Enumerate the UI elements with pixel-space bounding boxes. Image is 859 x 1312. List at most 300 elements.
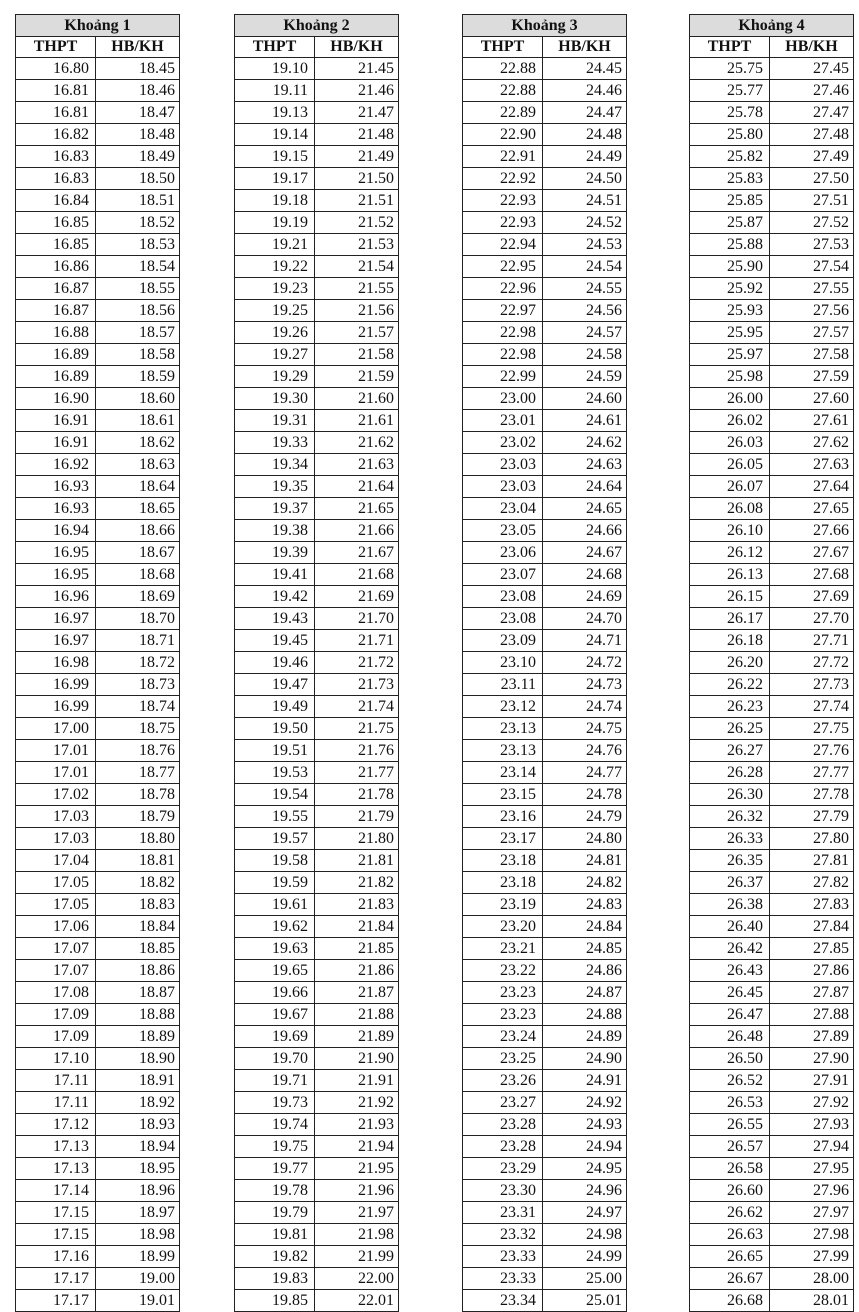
cell-thpt: 19.62 bbox=[235, 916, 315, 938]
cell-thpt: 22.96 bbox=[463, 278, 543, 300]
cell-hb-kh: 18.83 bbox=[96, 894, 180, 916]
table-row bbox=[16, 168, 180, 190]
cell-hb-kh: 18.72 bbox=[96, 652, 180, 674]
cell-hb-kh: 18.94 bbox=[96, 1136, 180, 1158]
table-row bbox=[16, 58, 180, 80]
cell-thpt: 16.91 bbox=[16, 432, 96, 454]
cell-hb-kh: 18.80 bbox=[96, 828, 180, 850]
cell-thpt: 19.83 bbox=[235, 1268, 315, 1290]
table-row bbox=[235, 872, 399, 894]
table-row bbox=[690, 476, 854, 498]
cell-hb-kh: 18.66 bbox=[96, 520, 180, 542]
table-row bbox=[690, 1180, 854, 1202]
table-row bbox=[690, 366, 854, 388]
table-row bbox=[235, 696, 399, 718]
cell-thpt: 17.16 bbox=[16, 1246, 96, 1268]
table-row bbox=[235, 652, 399, 674]
cell-hb-kh: 24.65 bbox=[543, 498, 627, 520]
table-row bbox=[690, 806, 854, 828]
cell-thpt: 19.74 bbox=[235, 1114, 315, 1136]
cell-thpt: 23.08 bbox=[463, 586, 543, 608]
table-row bbox=[235, 762, 399, 784]
cell-hb-kh: 21.50 bbox=[315, 168, 399, 190]
table-row bbox=[463, 1136, 627, 1158]
cell-thpt: 25.97 bbox=[690, 344, 770, 366]
table-row bbox=[16, 256, 180, 278]
cell-thpt: 16.81 bbox=[16, 102, 96, 124]
table-row bbox=[16, 652, 180, 674]
table-row bbox=[690, 828, 854, 850]
table-row bbox=[235, 1224, 399, 1246]
cell-thpt: 19.78 bbox=[235, 1180, 315, 1202]
cell-hb-kh: 21.95 bbox=[315, 1158, 399, 1180]
cell-thpt: 25.82 bbox=[690, 146, 770, 168]
cell-thpt: 19.59 bbox=[235, 872, 315, 894]
cell-hb-kh: 21.46 bbox=[315, 80, 399, 102]
cell-hb-kh: 21.49 bbox=[315, 146, 399, 168]
cell-thpt: 19.13 bbox=[235, 102, 315, 124]
cell-thpt: 17.06 bbox=[16, 916, 96, 938]
cell-hb-kh: 21.48 bbox=[315, 124, 399, 146]
cell-thpt: 23.06 bbox=[463, 542, 543, 564]
cell-thpt: 19.15 bbox=[235, 146, 315, 168]
cell-hb-kh: 21.82 bbox=[315, 872, 399, 894]
cell-hb-kh: 18.88 bbox=[96, 1004, 180, 1026]
table-row bbox=[16, 454, 180, 476]
cell-hb-kh: 24.96 bbox=[543, 1180, 627, 1202]
cell-hb-kh: 21.99 bbox=[315, 1246, 399, 1268]
table-row bbox=[690, 564, 854, 586]
cell-hb-kh: 24.60 bbox=[543, 388, 627, 410]
cell-thpt: 26.03 bbox=[690, 432, 770, 454]
table-row bbox=[16, 278, 180, 300]
cell-hb-kh: 27.91 bbox=[770, 1070, 854, 1092]
table-row bbox=[16, 80, 180, 102]
cell-hb-kh: 21.86 bbox=[315, 960, 399, 982]
cell-thpt: 23.14 bbox=[463, 762, 543, 784]
table-body bbox=[690, 58, 854, 1312]
cell-thpt: 23.12 bbox=[463, 696, 543, 718]
cell-hb-kh: 24.49 bbox=[543, 146, 627, 168]
cell-thpt: 26.35 bbox=[690, 850, 770, 872]
table-row bbox=[235, 498, 399, 520]
cell-hb-kh: 24.66 bbox=[543, 520, 627, 542]
cell-thpt: 22.89 bbox=[463, 102, 543, 124]
table-row bbox=[463, 850, 627, 872]
table-row bbox=[463, 58, 627, 80]
table-row bbox=[463, 410, 627, 432]
table-row bbox=[463, 124, 627, 146]
cell-hb-kh: 18.63 bbox=[96, 454, 180, 476]
cell-hb-kh: 18.73 bbox=[96, 674, 180, 696]
cell-hb-kh: 24.74 bbox=[543, 696, 627, 718]
table-row bbox=[690, 740, 854, 762]
table-row bbox=[235, 894, 399, 916]
table-row bbox=[690, 80, 854, 102]
cell-hb-kh: 18.56 bbox=[96, 300, 180, 322]
cell-hb-kh: 18.69 bbox=[96, 586, 180, 608]
cell-hb-kh: 18.53 bbox=[96, 234, 180, 256]
cell-thpt: 16.84 bbox=[16, 190, 96, 212]
table-row bbox=[690, 234, 854, 256]
cell-thpt: 16.89 bbox=[16, 366, 96, 388]
table-row bbox=[690, 542, 854, 564]
cell-thpt: 16.90 bbox=[16, 388, 96, 410]
table-row bbox=[235, 80, 399, 102]
table-row bbox=[690, 212, 854, 234]
cell-hb-kh: 18.96 bbox=[96, 1180, 180, 1202]
column-header-hb-kh: HB/KH bbox=[96, 37, 180, 58]
cell-hb-kh: 24.90 bbox=[543, 1048, 627, 1070]
cell-hb-kh: 18.84 bbox=[96, 916, 180, 938]
table-row bbox=[690, 674, 854, 696]
table-row bbox=[463, 256, 627, 278]
cell-thpt: 22.92 bbox=[463, 168, 543, 190]
cell-thpt: 26.48 bbox=[690, 1026, 770, 1048]
table-row bbox=[463, 388, 627, 410]
table-row bbox=[463, 1268, 627, 1290]
cell-hb-kh: 24.45 bbox=[543, 58, 627, 80]
table-row bbox=[690, 124, 854, 146]
cell-thpt: 26.42 bbox=[690, 938, 770, 960]
cell-thpt: 26.18 bbox=[690, 630, 770, 652]
cell-hb-kh: 24.47 bbox=[543, 102, 627, 124]
cell-hb-kh: 18.74 bbox=[96, 696, 180, 718]
cell-thpt: 26.55 bbox=[690, 1114, 770, 1136]
cell-hb-kh: 24.58 bbox=[543, 344, 627, 366]
table-row bbox=[463, 982, 627, 1004]
cell-thpt: 23.17 bbox=[463, 828, 543, 850]
table-row bbox=[690, 982, 854, 1004]
cell-thpt: 19.67 bbox=[235, 1004, 315, 1026]
table-row bbox=[463, 696, 627, 718]
cell-thpt: 19.49 bbox=[235, 696, 315, 718]
cell-hb-kh: 18.49 bbox=[96, 146, 180, 168]
cell-hb-kh: 21.93 bbox=[315, 1114, 399, 1136]
cell-thpt: 22.93 bbox=[463, 190, 543, 212]
cell-thpt: 17.01 bbox=[16, 740, 96, 762]
cell-thpt: 26.12 bbox=[690, 542, 770, 564]
table-row bbox=[463, 1290, 627, 1312]
table-row bbox=[463, 366, 627, 388]
cell-hb-kh: 21.80 bbox=[315, 828, 399, 850]
table-row bbox=[690, 322, 854, 344]
cell-hb-kh: 27.62 bbox=[770, 432, 854, 454]
cell-hb-kh: 21.62 bbox=[315, 432, 399, 454]
cell-hb-kh: 27.59 bbox=[770, 366, 854, 388]
cell-hb-kh: 24.87 bbox=[543, 982, 627, 1004]
cell-hb-kh: 24.86 bbox=[543, 960, 627, 982]
table-row bbox=[690, 1224, 854, 1246]
cell-hb-kh: 21.54 bbox=[315, 256, 399, 278]
cell-hb-kh: 24.79 bbox=[543, 806, 627, 828]
table-row bbox=[463, 344, 627, 366]
table-row bbox=[463, 960, 627, 982]
table-row bbox=[235, 982, 399, 1004]
cell-hb-kh: 27.97 bbox=[770, 1202, 854, 1224]
cell-hb-kh: 27.77 bbox=[770, 762, 854, 784]
cell-thpt: 19.71 bbox=[235, 1070, 315, 1092]
table-row bbox=[16, 630, 180, 652]
cell-hb-kh: 24.70 bbox=[543, 608, 627, 630]
cell-thpt: 16.80 bbox=[16, 58, 96, 80]
column-header-thpt: THPT bbox=[690, 37, 770, 58]
cell-hb-kh: 24.48 bbox=[543, 124, 627, 146]
table-title: Khoảng 4 bbox=[690, 15, 854, 37]
table-row bbox=[16, 212, 180, 234]
cell-thpt: 23.30 bbox=[463, 1180, 543, 1202]
table-row bbox=[690, 696, 854, 718]
table-row bbox=[690, 1136, 854, 1158]
table-row bbox=[235, 234, 399, 256]
table-row bbox=[235, 1202, 399, 1224]
cell-thpt: 26.23 bbox=[690, 696, 770, 718]
cell-hb-kh: 27.98 bbox=[770, 1224, 854, 1246]
table-row bbox=[463, 586, 627, 608]
cell-thpt: 17.17 bbox=[16, 1268, 96, 1290]
table-row bbox=[690, 102, 854, 124]
cell-thpt: 25.87 bbox=[690, 212, 770, 234]
table-row bbox=[16, 806, 180, 828]
table-row bbox=[463, 322, 627, 344]
cell-hb-kh: 24.50 bbox=[543, 168, 627, 190]
cell-thpt: 16.97 bbox=[16, 608, 96, 630]
cell-thpt: 19.63 bbox=[235, 938, 315, 960]
cell-thpt: 16.93 bbox=[16, 476, 96, 498]
cell-thpt: 19.10 bbox=[235, 58, 315, 80]
cell-thpt: 23.03 bbox=[463, 454, 543, 476]
cell-hb-kh: 24.54 bbox=[543, 256, 627, 278]
table-row bbox=[235, 740, 399, 762]
cell-hb-kh: 24.67 bbox=[543, 542, 627, 564]
cell-thpt: 22.98 bbox=[463, 322, 543, 344]
cell-hb-kh: 27.68 bbox=[770, 564, 854, 586]
cell-thpt: 16.95 bbox=[16, 542, 96, 564]
cell-hb-kh: 18.93 bbox=[96, 1114, 180, 1136]
cell-hb-kh: 27.88 bbox=[770, 1004, 854, 1026]
cell-hb-kh: 24.57 bbox=[543, 322, 627, 344]
table-row bbox=[690, 894, 854, 916]
cell-hb-kh: 24.72 bbox=[543, 652, 627, 674]
table-body bbox=[463, 58, 627, 1312]
cell-hb-kh: 24.63 bbox=[543, 454, 627, 476]
table-row bbox=[235, 1290, 399, 1312]
cell-thpt: 17.17 bbox=[16, 1290, 96, 1312]
cell-thpt: 26.22 bbox=[690, 674, 770, 696]
table-row bbox=[16, 1136, 180, 1158]
cell-hb-kh: 18.65 bbox=[96, 498, 180, 520]
table-row bbox=[690, 608, 854, 630]
table-row bbox=[16, 1224, 180, 1246]
cell-hb-kh: 21.97 bbox=[315, 1202, 399, 1224]
cell-thpt: 23.25 bbox=[463, 1048, 543, 1070]
cell-hb-kh: 27.61 bbox=[770, 410, 854, 432]
table-title: Khoảng 2 bbox=[235, 15, 399, 37]
table-row bbox=[235, 938, 399, 960]
cell-hb-kh: 21.47 bbox=[315, 102, 399, 124]
table-row bbox=[16, 938, 180, 960]
table-row bbox=[235, 344, 399, 366]
cell-hb-kh: 19.00 bbox=[96, 1268, 180, 1290]
cell-thpt: 19.51 bbox=[235, 740, 315, 762]
cell-thpt: 22.99 bbox=[463, 366, 543, 388]
cell-hb-kh: 21.84 bbox=[315, 916, 399, 938]
cell-thpt: 26.47 bbox=[690, 1004, 770, 1026]
cell-hb-kh: 21.69 bbox=[315, 586, 399, 608]
cell-hb-kh: 27.50 bbox=[770, 168, 854, 190]
table-body bbox=[16, 58, 180, 1312]
cell-hb-kh: 21.90 bbox=[315, 1048, 399, 1070]
cell-thpt: 19.23 bbox=[235, 278, 315, 300]
cell-thpt: 26.30 bbox=[690, 784, 770, 806]
cell-thpt: 17.15 bbox=[16, 1202, 96, 1224]
cell-hb-kh: 21.57 bbox=[315, 322, 399, 344]
cell-hb-kh: 24.51 bbox=[543, 190, 627, 212]
cell-hb-kh: 24.94 bbox=[543, 1136, 627, 1158]
table-row bbox=[235, 520, 399, 542]
table-row bbox=[235, 784, 399, 806]
cell-thpt: 19.25 bbox=[235, 300, 315, 322]
cell-hb-kh: 27.87 bbox=[770, 982, 854, 1004]
cell-hb-kh: 24.95 bbox=[543, 1158, 627, 1180]
cell-hb-kh: 24.56 bbox=[543, 300, 627, 322]
cell-thpt: 23.33 bbox=[463, 1246, 543, 1268]
cell-thpt: 26.38 bbox=[690, 894, 770, 916]
table-title: Khoảng 1 bbox=[16, 15, 180, 37]
cell-hb-kh: 27.49 bbox=[770, 146, 854, 168]
cell-thpt: 17.03 bbox=[16, 828, 96, 850]
table-row bbox=[463, 1092, 627, 1114]
cell-hb-kh: 27.71 bbox=[770, 630, 854, 652]
cell-hb-kh: 18.58 bbox=[96, 344, 180, 366]
cell-thpt: 23.27 bbox=[463, 1092, 543, 1114]
cell-thpt: 19.58 bbox=[235, 850, 315, 872]
cell-hb-kh: 27.70 bbox=[770, 608, 854, 630]
cell-thpt: 23.18 bbox=[463, 850, 543, 872]
cell-thpt: 19.38 bbox=[235, 520, 315, 542]
cell-thpt: 23.04 bbox=[463, 498, 543, 520]
table-row bbox=[16, 850, 180, 872]
cell-thpt: 23.15 bbox=[463, 784, 543, 806]
table-row bbox=[16, 366, 180, 388]
cell-hb-kh: 27.63 bbox=[770, 454, 854, 476]
table-row bbox=[690, 278, 854, 300]
table-row bbox=[690, 784, 854, 806]
cell-hb-kh: 27.66 bbox=[770, 520, 854, 542]
cell-thpt: 25.75 bbox=[690, 58, 770, 80]
table-row bbox=[235, 630, 399, 652]
table-row bbox=[690, 1092, 854, 1114]
table-row bbox=[463, 806, 627, 828]
table-row bbox=[690, 762, 854, 784]
table-row bbox=[690, 498, 854, 520]
cell-thpt: 26.07 bbox=[690, 476, 770, 498]
table-row bbox=[463, 1048, 627, 1070]
cell-thpt: 26.15 bbox=[690, 586, 770, 608]
cell-hb-kh: 18.89 bbox=[96, 1026, 180, 1048]
table-row bbox=[463, 718, 627, 740]
table-row bbox=[16, 520, 180, 542]
cell-hb-kh: 18.90 bbox=[96, 1048, 180, 1070]
cell-thpt: 26.25 bbox=[690, 718, 770, 740]
cell-hb-kh: 18.82 bbox=[96, 872, 180, 894]
cell-hb-kh: 18.62 bbox=[96, 432, 180, 454]
table-row bbox=[235, 1004, 399, 1026]
cell-thpt: 19.21 bbox=[235, 234, 315, 256]
cell-hb-kh: 27.99 bbox=[770, 1246, 854, 1268]
cell-thpt: 23.19 bbox=[463, 894, 543, 916]
column-header-thpt: THPT bbox=[235, 37, 315, 58]
cell-thpt: 26.10 bbox=[690, 520, 770, 542]
cell-hb-kh: 21.71 bbox=[315, 630, 399, 652]
table-row bbox=[463, 1202, 627, 1224]
cell-hb-kh: 18.71 bbox=[96, 630, 180, 652]
cell-hb-kh: 24.62 bbox=[543, 432, 627, 454]
cell-thpt: 19.29 bbox=[235, 366, 315, 388]
cell-hb-kh: 24.98 bbox=[543, 1224, 627, 1246]
cell-hb-kh: 24.85 bbox=[543, 938, 627, 960]
cell-hb-kh: 27.60 bbox=[770, 388, 854, 410]
table-row bbox=[463, 762, 627, 784]
cell-hb-kh: 18.91 bbox=[96, 1070, 180, 1092]
table-row bbox=[463, 476, 627, 498]
cell-thpt: 26.57 bbox=[690, 1136, 770, 1158]
cell-hb-kh: 27.58 bbox=[770, 344, 854, 366]
cell-thpt: 23.26 bbox=[463, 1070, 543, 1092]
cell-thpt: 22.95 bbox=[463, 256, 543, 278]
table-row bbox=[16, 784, 180, 806]
cell-thpt: 17.01 bbox=[16, 762, 96, 784]
cell-thpt: 23.08 bbox=[463, 608, 543, 630]
table-row bbox=[16, 828, 180, 850]
cell-hb-kh: 21.85 bbox=[315, 938, 399, 960]
table-row bbox=[690, 586, 854, 608]
cell-thpt: 25.92 bbox=[690, 278, 770, 300]
cell-thpt: 19.54 bbox=[235, 784, 315, 806]
cell-hb-kh: 21.94 bbox=[315, 1136, 399, 1158]
table-row bbox=[690, 1290, 854, 1312]
cell-hb-kh: 24.64 bbox=[543, 476, 627, 498]
table-row bbox=[235, 476, 399, 498]
cell-hb-kh: 21.74 bbox=[315, 696, 399, 718]
cell-thpt: 26.45 bbox=[690, 982, 770, 1004]
table-row bbox=[16, 718, 180, 740]
cell-thpt: 17.03 bbox=[16, 806, 96, 828]
cell-thpt: 19.30 bbox=[235, 388, 315, 410]
cell-thpt: 19.61 bbox=[235, 894, 315, 916]
table-row bbox=[235, 256, 399, 278]
cell-hb-kh: 21.59 bbox=[315, 366, 399, 388]
table-row bbox=[235, 1026, 399, 1048]
cell-hb-kh: 24.83 bbox=[543, 894, 627, 916]
cell-thpt: 19.66 bbox=[235, 982, 315, 1004]
cell-thpt: 26.50 bbox=[690, 1048, 770, 1070]
cell-thpt: 23.00 bbox=[463, 388, 543, 410]
cell-hb-kh: 27.84 bbox=[770, 916, 854, 938]
cell-hb-kh: 21.65 bbox=[315, 498, 399, 520]
cell-hb-kh: 24.92 bbox=[543, 1092, 627, 1114]
table-body bbox=[235, 58, 399, 1312]
table-row bbox=[16, 476, 180, 498]
cell-hb-kh: 27.52 bbox=[770, 212, 854, 234]
cell-hb-kh: 18.98 bbox=[96, 1224, 180, 1246]
cell-thpt: 25.93 bbox=[690, 300, 770, 322]
cell-hb-kh: 21.66 bbox=[315, 520, 399, 542]
table-row bbox=[690, 520, 854, 542]
cell-hb-kh: 18.92 bbox=[96, 1092, 180, 1114]
table-row bbox=[235, 1048, 399, 1070]
table-row bbox=[690, 344, 854, 366]
